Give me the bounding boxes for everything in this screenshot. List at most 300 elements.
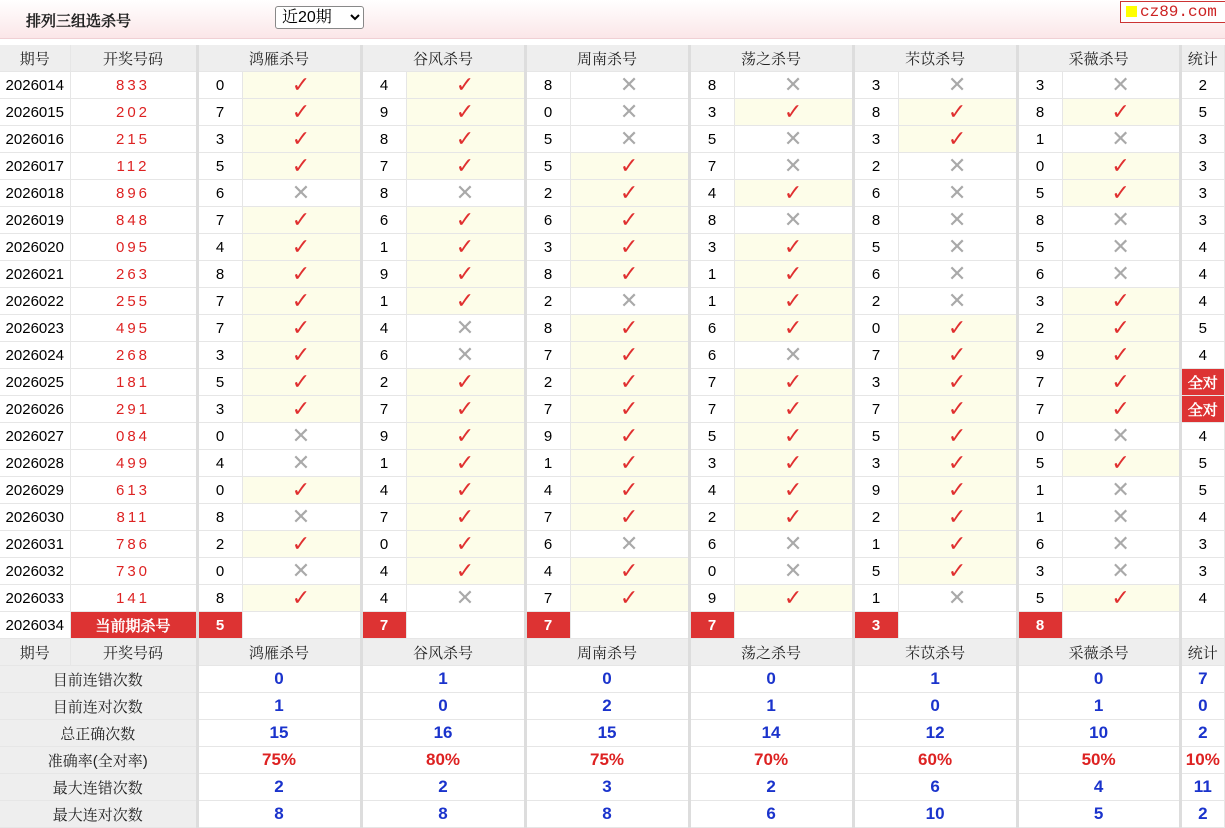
- result-cell: [570, 450, 689, 477]
- kill-number-cell: 2: [853, 288, 898, 315]
- kill-number-cell: 5: [197, 153, 242, 180]
- result-cell: [1062, 126, 1180, 153]
- draw-number-cell: 084: [70, 423, 197, 450]
- result-cell: [898, 126, 1017, 153]
- check-mark-icon: ✓: [291, 287, 311, 313]
- kill-number-cell: 8: [689, 72, 734, 99]
- check-mark-icon: ✓: [619, 503, 639, 529]
- stats-value: 0: [1180, 693, 1224, 720]
- check-mark-icon: ✓: [619, 422, 639, 448]
- stats-row: [0, 801, 1225, 828]
- check-mark-icon: ✓: [947, 314, 967, 340]
- period-cell: 2026033: [0, 585, 70, 612]
- stat-cell: 4: [1180, 288, 1224, 315]
- table-row: [0, 477, 1225, 504]
- check-mark-icon: ✓: [947, 557, 967, 583]
- kill-number-cell: 8: [525, 72, 570, 99]
- stats-value: 1: [1017, 693, 1180, 720]
- cross-mark-icon: ✕: [783, 71, 803, 97]
- check-mark-icon: ✓: [947, 395, 967, 421]
- result-cell: [734, 288, 853, 315]
- result-cell: [406, 396, 525, 423]
- stat-cell: 4: [1180, 261, 1224, 288]
- result-cell: [406, 558, 525, 585]
- table-row: [0, 180, 1225, 207]
- kill-number-cell: 8: [1017, 99, 1062, 126]
- kill-number-cell: 7: [197, 99, 242, 126]
- cross-mark-icon: ✕: [619, 98, 639, 124]
- draw-number-cell: 833: [70, 72, 197, 99]
- result-cell: [570, 558, 689, 585]
- page-title: 排列三组选杀号: [26, 13, 132, 30]
- stat-cell: 4: [1180, 585, 1224, 612]
- result-cell: [898, 504, 1017, 531]
- result-cell: [898, 153, 1017, 180]
- kill-number-cell: 4: [525, 477, 570, 504]
- kill-number-cell: 5: [1017, 450, 1062, 477]
- current-kill-number: 7: [689, 612, 734, 639]
- result-cell: [242, 180, 361, 207]
- table-row: [0, 504, 1225, 531]
- result-cell: [242, 261, 361, 288]
- col-header-expert: 荡之杀号: [689, 639, 853, 666]
- cross-mark-icon: ✕: [947, 233, 967, 259]
- draw-number-cell: 095: [70, 234, 197, 261]
- cross-mark-icon: ✕: [1111, 233, 1130, 259]
- result-cell: [570, 531, 689, 558]
- check-mark-icon: ✓: [783, 368, 803, 394]
- result-cell: [1062, 288, 1180, 315]
- result-cell: [1062, 72, 1180, 99]
- table-row: [0, 315, 1225, 342]
- result-cell: [406, 315, 525, 342]
- draw-number-cell: 499: [70, 450, 197, 477]
- result-cell: [1062, 396, 1180, 423]
- kill-number-cell: 9: [853, 477, 898, 504]
- check-mark-icon: ✓: [291, 260, 311, 286]
- check-mark-icon: ✓: [783, 395, 803, 421]
- kill-number-cell: 1: [361, 288, 406, 315]
- kill-number-cell: 1: [1017, 477, 1062, 504]
- stat-cell: 2: [1180, 72, 1224, 99]
- kill-number-cell: 7: [197, 315, 242, 342]
- result-cell: [570, 585, 689, 612]
- kill-number-cell: 4: [361, 315, 406, 342]
- period-cell: 2026014: [0, 72, 70, 99]
- table-header-row: [0, 45, 1225, 72]
- kill-number-cell: 0: [689, 558, 734, 585]
- result-cell: [242, 585, 361, 612]
- result-cell: [242, 531, 361, 558]
- check-mark-icon: ✓: [947, 449, 967, 475]
- kill-number-cell: 3: [689, 99, 734, 126]
- check-mark-icon: ✓: [291, 206, 311, 232]
- kill-number-cell: 1: [1017, 504, 1062, 531]
- cross-mark-icon: ✕: [619, 71, 639, 97]
- kill-number-cell: 9: [1017, 342, 1062, 369]
- col-header-expert: 采薇杀号: [1017, 45, 1180, 72]
- stats-value: 3: [525, 774, 689, 801]
- kill-number-cell: 9: [361, 261, 406, 288]
- draw-number-cell: 811: [70, 504, 197, 531]
- check-mark-icon: ✓: [783, 584, 803, 610]
- kill-number-cell: 3: [689, 234, 734, 261]
- result-cell: [406, 72, 525, 99]
- result-cell: [898, 558, 1017, 585]
- period-range-select[interactable]: [275, 6, 364, 29]
- check-mark-icon: ✓: [291, 476, 311, 502]
- period-cell: 2026030: [0, 504, 70, 531]
- draw-number-cell: 291: [70, 396, 197, 423]
- check-mark-icon: ✓: [619, 557, 639, 583]
- stats-label: 最大连错次数: [0, 774, 197, 801]
- kill-number-cell: 7: [853, 396, 898, 423]
- empty-cell: [898, 612, 1017, 639]
- check-mark-icon: ✓: [619, 449, 639, 475]
- result-cell: [1062, 234, 1180, 261]
- draw-number-cell: 848: [70, 207, 197, 234]
- kill-number-cell: 4: [689, 477, 734, 504]
- check-mark-icon: ✓: [619, 152, 639, 178]
- result-cell: [570, 369, 689, 396]
- stats-value: 6: [689, 801, 853, 828]
- period-cell: 2026016: [0, 126, 70, 153]
- check-mark-icon: ✓: [619, 341, 639, 367]
- cross-mark-icon: ✕: [947, 152, 967, 178]
- stats-value: 60%: [853, 747, 1017, 774]
- kill-number-cell: 2: [853, 504, 898, 531]
- stats-value: 6: [853, 774, 1017, 801]
- kill-number-cell: 1: [1017, 126, 1062, 153]
- kill-number-cell: 3: [525, 234, 570, 261]
- cross-mark-icon: ✕: [455, 584, 475, 610]
- stats-value: 0: [361, 693, 525, 720]
- kill-number-cell: 4: [361, 558, 406, 585]
- check-mark-icon: ✓: [291, 152, 311, 178]
- result-cell: [242, 153, 361, 180]
- current-period-row: [0, 612, 1225, 639]
- kill-number-cell: 6: [689, 315, 734, 342]
- result-cell: [734, 450, 853, 477]
- result-cell: [570, 234, 689, 261]
- result-cell: [734, 423, 853, 450]
- cross-mark-icon: ✕: [947, 71, 967, 97]
- result-cell: [570, 423, 689, 450]
- check-mark-icon: ✓: [291, 233, 311, 259]
- period-cell: 2026015: [0, 99, 70, 126]
- check-mark-icon: ✓: [455, 152, 475, 178]
- stats-value: 2: [1180, 720, 1224, 747]
- result-cell: [406, 369, 525, 396]
- stats-value: 5: [1017, 801, 1180, 828]
- kill-number-cell: 9: [361, 99, 406, 126]
- check-mark-icon: ✓: [1111, 449, 1130, 475]
- stats-value: 16: [361, 720, 525, 747]
- result-cell: [406, 585, 525, 612]
- result-cell: [570, 207, 689, 234]
- col-header-period: 期号: [0, 639, 70, 666]
- check-mark-icon: ✓: [455, 503, 475, 529]
- check-mark-icon: ✓: [291, 530, 311, 556]
- result-cell: [898, 423, 1017, 450]
- kill-number-cell: 0: [853, 315, 898, 342]
- check-mark-icon: ✓: [619, 368, 639, 394]
- stats-value: 1: [853, 666, 1017, 693]
- result-cell: [1062, 477, 1180, 504]
- stats-value: 8: [197, 801, 361, 828]
- kill-number-cell: 2: [853, 153, 898, 180]
- check-mark-icon: ✓: [455, 260, 475, 286]
- col-header-expert: 谷风杀号: [361, 45, 525, 72]
- kill-number-cell: 9: [525, 423, 570, 450]
- stat-cell: 3: [1180, 180, 1224, 207]
- table-row: [0, 369, 1225, 396]
- result-cell: [1062, 585, 1180, 612]
- kill-number-cell: 8: [853, 207, 898, 234]
- result-cell: [898, 261, 1017, 288]
- stats-value: 15: [525, 720, 689, 747]
- empty-cell: [1180, 612, 1224, 639]
- stats-value: 50%: [1017, 747, 1180, 774]
- kill-number-cell: 5: [525, 126, 570, 153]
- period-cell: 2026026: [0, 396, 70, 423]
- stats-value: 75%: [525, 747, 689, 774]
- kill-number-cell: 4: [361, 477, 406, 504]
- result-cell: [898, 477, 1017, 504]
- check-mark-icon: ✓: [947, 503, 967, 529]
- result-cell: [242, 315, 361, 342]
- result-cell: [242, 207, 361, 234]
- kill-number-cell: 0: [1017, 423, 1062, 450]
- cross-mark-icon: ✕: [947, 206, 967, 232]
- result-cell: [1062, 180, 1180, 207]
- result-cell: [242, 99, 361, 126]
- stats-value: 75%: [197, 747, 361, 774]
- result-cell: [734, 531, 853, 558]
- stats-value: 7: [1180, 666, 1224, 693]
- kill-number-cell: 6: [1017, 531, 1062, 558]
- stats-value: 1: [361, 666, 525, 693]
- result-cell: [570, 126, 689, 153]
- result-cell: [570, 315, 689, 342]
- kill-number-cell: 5: [689, 126, 734, 153]
- stat-cell: 5: [1180, 315, 1224, 342]
- empty-cell: [406, 612, 525, 639]
- result-cell: [1062, 261, 1180, 288]
- kill-number-cell: 0: [197, 423, 242, 450]
- table-row: [0, 261, 1225, 288]
- stats-value: 8: [525, 801, 689, 828]
- result-cell: [898, 99, 1017, 126]
- kill-number-cell: 0: [525, 99, 570, 126]
- result-cell: [242, 477, 361, 504]
- check-mark-icon: ✓: [1111, 287, 1130, 313]
- result-cell: [406, 342, 525, 369]
- stats-value: 10: [1017, 720, 1180, 747]
- check-mark-icon: ✓: [1111, 584, 1130, 610]
- result-cell: [242, 234, 361, 261]
- result-cell: [406, 234, 525, 261]
- cross-mark-icon: ✕: [783, 152, 803, 178]
- stats-label: 目前连对次数: [0, 693, 197, 720]
- kill-number-cell: 1: [361, 234, 406, 261]
- draw-number-cell: 255: [70, 288, 197, 315]
- cross-mark-icon: ✕: [1111, 476, 1130, 502]
- empty-cell: [570, 612, 689, 639]
- col-header-expert: 鸿雁杀号: [197, 45, 361, 72]
- kill-number-cell: 6: [525, 531, 570, 558]
- col-header-expert: 芣苡杀号: [853, 45, 1017, 72]
- result-cell: [898, 207, 1017, 234]
- draw-number-cell: 112: [70, 153, 197, 180]
- result-cell: [1062, 531, 1180, 558]
- stats-value: 0: [853, 693, 1017, 720]
- check-mark-icon: ✓: [291, 71, 311, 97]
- table-row: [0, 558, 1225, 585]
- check-mark-icon: ✓: [291, 395, 311, 421]
- kill-number-cell: 6: [853, 261, 898, 288]
- check-mark-icon: ✓: [947, 125, 967, 151]
- check-mark-icon: ✓: [1111, 395, 1130, 421]
- stats-label: 总正确次数: [0, 720, 197, 747]
- kill-number-cell: 5: [1017, 180, 1062, 207]
- check-mark-icon: ✓: [783, 98, 803, 124]
- kill-number-cell: 7: [689, 396, 734, 423]
- result-cell: [734, 72, 853, 99]
- kill-number-cell: 7: [1017, 396, 1062, 423]
- result-cell: [406, 477, 525, 504]
- result-cell: [570, 396, 689, 423]
- result-cell: [406, 504, 525, 531]
- stats-label: 目前连错次数: [0, 666, 197, 693]
- stats-label: 最大连对次数: [0, 801, 197, 828]
- period-cell: 2026032: [0, 558, 70, 585]
- cross-mark-icon: ✕: [455, 314, 475, 340]
- top-bar: [0, 0, 1225, 39]
- check-mark-icon: ✓: [783, 449, 803, 475]
- stats-row: [0, 693, 1225, 720]
- kill-number-cell: 8: [525, 315, 570, 342]
- kill-number-cell: 5: [853, 234, 898, 261]
- kill-number-cell: 3: [1017, 288, 1062, 315]
- cross-mark-icon: ✕: [783, 557, 803, 583]
- kill-number-cell: 3: [1017, 72, 1062, 99]
- cross-mark-icon: ✕: [291, 179, 311, 205]
- result-cell: [734, 585, 853, 612]
- check-mark-icon: ✓: [1111, 152, 1130, 178]
- stats-value: 10%: [1180, 747, 1224, 774]
- check-mark-icon: ✓: [455, 422, 475, 448]
- stats-label: 准确率(全对率): [0, 747, 197, 774]
- check-mark-icon: ✓: [1111, 98, 1130, 124]
- current-kill-label: 当前期杀号: [70, 612, 197, 639]
- result-cell: [734, 99, 853, 126]
- result-cell: [1062, 99, 1180, 126]
- check-mark-icon: ✓: [619, 314, 639, 340]
- stats-row: [0, 720, 1225, 747]
- draw-number-cell: 215: [70, 126, 197, 153]
- period-cell: 2026027: [0, 423, 70, 450]
- check-mark-icon: ✓: [947, 98, 967, 124]
- table-row: [0, 396, 1225, 423]
- result-cell: [734, 504, 853, 531]
- cross-mark-icon: ✕: [619, 530, 639, 556]
- stats-value: 80%: [361, 747, 525, 774]
- result-cell: [734, 477, 853, 504]
- kill-number-cell: 6: [197, 180, 242, 207]
- result-cell: [570, 288, 689, 315]
- result-cell: [242, 558, 361, 585]
- period-cell: 2026024: [0, 342, 70, 369]
- stat-cell: 3: [1180, 531, 1224, 558]
- result-cell: [406, 423, 525, 450]
- stat-cell: 3: [1180, 153, 1224, 180]
- check-mark-icon: ✓: [455, 368, 475, 394]
- period-cell: 2026034: [0, 612, 70, 639]
- kill-number-cell: 7: [197, 288, 242, 315]
- result-cell: [898, 369, 1017, 396]
- kill-number-cell: 8: [361, 126, 406, 153]
- stats-header-row: [0, 639, 1225, 666]
- result-cell: [406, 180, 525, 207]
- kill-number-cell: 8: [525, 261, 570, 288]
- kill-number-cell: 3: [197, 342, 242, 369]
- current-kill-number: 3: [853, 612, 898, 639]
- draw-number-cell: 141: [70, 585, 197, 612]
- result-cell: [242, 369, 361, 396]
- result-cell: [570, 477, 689, 504]
- current-kill-number: 7: [525, 612, 570, 639]
- cross-mark-icon: ✕: [455, 179, 475, 205]
- cross-mark-icon: ✕: [947, 584, 967, 610]
- check-mark-icon: ✓: [619, 395, 639, 421]
- check-mark-icon: ✓: [783, 260, 803, 286]
- current-kill-number: 8: [1017, 612, 1062, 639]
- cross-mark-icon: ✕: [783, 530, 803, 556]
- period-cell: 2026025: [0, 369, 70, 396]
- col-header-period: 期号: [0, 45, 70, 72]
- table-row: [0, 207, 1225, 234]
- result-cell: [242, 450, 361, 477]
- kill-number-cell: 7: [689, 153, 734, 180]
- check-mark-icon: ✓: [455, 98, 475, 124]
- site-logo[interactable]: [1120, 1, 1225, 23]
- result-cell: [898, 396, 1017, 423]
- result-cell: [898, 288, 1017, 315]
- check-mark-icon: ✓: [619, 476, 639, 502]
- stats-value: 12: [853, 720, 1017, 747]
- table-row: [0, 531, 1225, 558]
- kill-number-cell: 2: [525, 288, 570, 315]
- result-cell: [1062, 369, 1180, 396]
- result-cell: [734, 126, 853, 153]
- draw-number-cell: 613: [70, 477, 197, 504]
- stat-cell: 4: [1180, 342, 1224, 369]
- kill-number-cell: 9: [361, 423, 406, 450]
- kill-number-cell: 5: [525, 153, 570, 180]
- kill-number-cell: 1: [853, 531, 898, 558]
- kill-number-cell: 2: [197, 531, 242, 558]
- result-cell: [570, 153, 689, 180]
- kill-number-cell: 7: [525, 342, 570, 369]
- kill-number-cell: 7: [525, 504, 570, 531]
- result-cell: [898, 315, 1017, 342]
- draw-number-cell: 786: [70, 531, 197, 558]
- period-cell: 2026028: [0, 450, 70, 477]
- check-mark-icon: ✓: [783, 422, 803, 448]
- kill-number-cell: 8: [1017, 207, 1062, 234]
- check-mark-icon: ✓: [291, 98, 311, 124]
